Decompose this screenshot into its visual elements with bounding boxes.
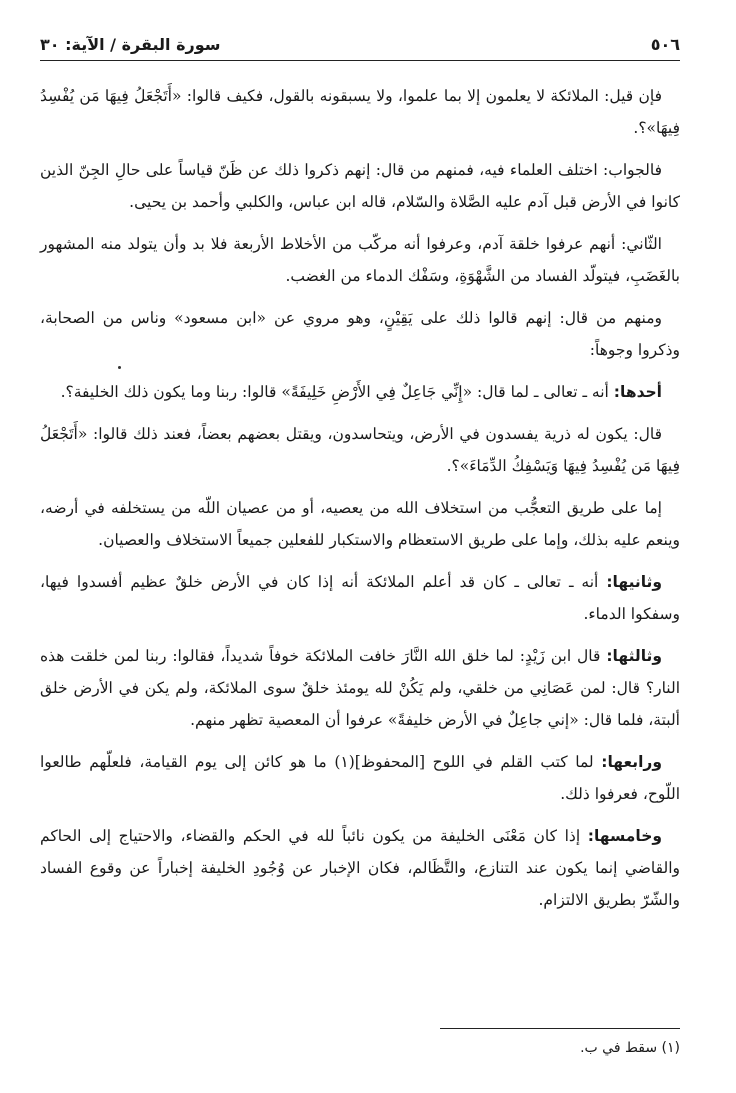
- paragraph: [40, 154, 680, 218]
- paragraph-text: قال ابن زَيْدٍ: لما خلق الله النَّارَ خافت الملائكة خوفاً شديداً، فقالوا: ربنا لمن خلقت هذه النار؟ قال: لمن عَصَانِي من خلقي، ولم يَكُنْ لله يومئذ خلقٌ سوى الملائكة، ولم يكن في الأرض خلق ألبتة، فلما قال: «إني جاعِلٌ في الأرض خليفةً» عرفوا أن المعصية تظهر منهم.: [40, 647, 680, 729]
- paragraph-text: فإن قيل: الملائكة لا يعلمون إلا بما علموا، ولا يسبقونه بالقول، فكيف قالوا: «أَتَجْعَلُ فِيهَا مَن يُفْسِدُ فِيهَا»؟.: [40, 87, 680, 137]
- paragraph-lead: وخامسها:: [587, 827, 662, 845]
- paragraph-text: ومنهم من قال: إنهم قالوا ذلك على يَقِيْنٍ، وهو مروي عن «ابن مسعود» وناس من الصحابة، وذكروا وجوهاً:: [40, 309, 680, 359]
- paragraph-text: لما كتب القلم في اللوح [المحفوظ](١) ما هو كائن إلى يوم القيامة، فلعلّهم طالعوا اللّوح، فعرفوا ذلك.: [40, 753, 680, 803]
- paragraph-lead: ورابعها:: [601, 753, 662, 771]
- paragraph-text: أنه ـ تعالى ـ لما قال: «إِنِّي جَاعِلٌ فِي الأَرْضِ خَلِيفَةً» قالوا: ربنا وما يكون ذلك الخليفة؟.: [60, 383, 609, 401]
- page-number: ٥٠٦: [650, 34, 680, 54]
- paragraph: [40, 820, 680, 916]
- paragraph: [40, 492, 680, 556]
- paragraph: [40, 80, 680, 144]
- paragraph: [40, 302, 680, 366]
- paragraph: [40, 228, 680, 292]
- paragraph: [40, 418, 680, 482]
- page-body: [40, 80, 680, 926]
- footnote-divider: [440, 1028, 680, 1029]
- paragraph: [40, 376, 680, 408]
- ink-dot: [118, 366, 121, 369]
- footnote: (١) سقط في ب.: [580, 1040, 680, 1056]
- paragraph: [40, 746, 680, 810]
- paragraph-text: الثّاني: أنهم عرفوا خلقة آدم، وعرفوا أنه مركّب من الأخلاط الأربعة فلا بد وأن يتولد منه المشهور بالغَضَبِ، فيتولّد الفساد من الشَّهْوَةِ، وسَفْك الدماء من الغضب.: [40, 235, 680, 285]
- page-header: [40, 28, 680, 61]
- paragraph: [40, 640, 680, 736]
- paragraph-lead: وثالثها:: [606, 647, 662, 665]
- paragraph-text: فالجواب: اختلف العلماء فيه، فمنهم من قال: إنهم ذكروا ذلك عن ظَنّ قياساً على حالِ الجِنّ الذين كانوا في الأرض قبل آدم عليه الصَّلاة والسّلام، قاله ابن عباس، والكلبي وأحمد بن يحيى.: [40, 161, 680, 211]
- surah-title: سورة البقرة / الآية: ٣٠: [40, 34, 221, 54]
- paragraph-lead: وثانيها:: [606, 573, 662, 591]
- paragraph-text: إما على طريق التعجُّب من استخلاف الله من يعصيه، أو من عصيان اللّه من يستخلفه في أرضه، وينعم عليه بذلك، وإما على طريق الاستعظام والاستكبار للفعلين جميعاً الاستخلاف والعصيان.: [40, 499, 680, 549]
- paragraph-text: إذا كان مَعْنَى الخليفة من يكون نائباً لله في الحكم والقضاء، والاحتياج إلى الحاكم والقاضي إنما يكون عند التنازع، والتَّظَالم، فكان الإخبار عن وُجُودِ الخليفة إخباراً عن وقوع الفساد والشّرّ بطريق الالتزام.: [40, 827, 680, 909]
- paragraph-text: أنه ـ تعالى ـ كان قد أعلم الملائكة أنه إذا كان في الأرض خلقٌ عظيم أفسدوا فيها، وسفكوا الدماء.: [40, 573, 680, 623]
- paragraph: [40, 566, 680, 630]
- paragraph-text: قال: يكون له ذرية يفسدون في الأرض، ويتحاسدون، ويقتل بعضهم بعضاً، فعند ذلك قالوا: «أَتَجْعَلُ فِيهَا مَن يُفْسِدُ فِيهَا وَيَسْفِكُ الدِّمَاءَ»؟.: [40, 425, 680, 475]
- paragraph-lead: أحدها:: [613, 383, 662, 401]
